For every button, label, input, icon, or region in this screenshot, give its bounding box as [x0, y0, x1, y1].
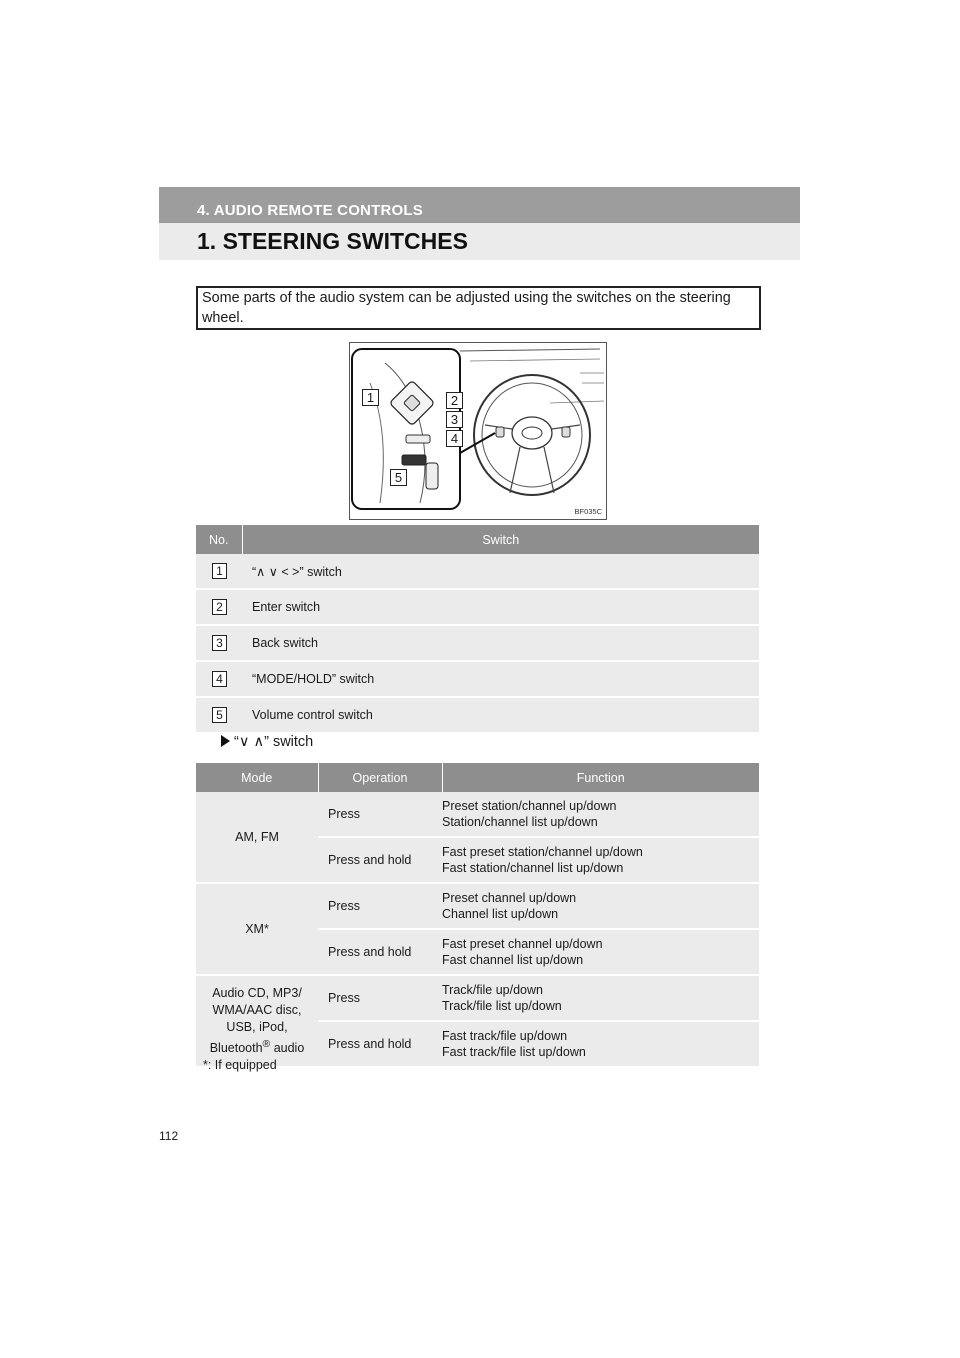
table-row — [196, 625, 759, 661]
switch-name: “∧ ∨ < >” switch — [242, 554, 759, 589]
operation-cell: Press and hold — [318, 1021, 442, 1067]
sub-heading — [221, 734, 313, 750]
switch-name: Volume control switch — [242, 697, 759, 733]
function-line: Channel list up/down — [442, 907, 559, 921]
operation-table-header — [196, 763, 759, 792]
mode-line: USB, iPod, — [226, 1019, 288, 1034]
function-cell — [442, 975, 759, 1021]
row-number: 1 — [212, 563, 227, 579]
function-cell — [442, 837, 759, 883]
mode-line: Bluetooth — [209, 1041, 263, 1056]
function-line: Track/file list up/down — [442, 999, 562, 1013]
function-cell — [442, 1021, 759, 1067]
page-number: 112 — [159, 1129, 179, 1143]
section-header-bar — [159, 187, 800, 223]
header-operation: Operation — [318, 763, 442, 792]
switch-table-header — [196, 525, 759, 554]
function-line: Fast preset channel up/down — [442, 937, 603, 951]
callout-5: 5 — [390, 469, 407, 486]
function-line: Fast track/file list up/down — [442, 1045, 586, 1059]
row-number: 3 — [212, 635, 227, 651]
function-cell — [442, 929, 759, 975]
header-switch: Switch — [242, 525, 759, 554]
registered-mark: ® — [262, 1038, 271, 1050]
operation-cell: Press — [318, 792, 442, 837]
section-title: 4. AUDIO REMOTE CONTROLS — [197, 202, 423, 219]
header-no: No. — [196, 525, 242, 554]
callout-2: 2 — [446, 392, 463, 409]
table-row — [196, 589, 759, 625]
table-row — [196, 792, 759, 837]
switch-table — [196, 525, 759, 734]
function-line: Preset station/channel up/down — [442, 799, 617, 813]
steering-wheel-drawing — [350, 343, 606, 519]
mode-line: Audio CD, MP3/ — [212, 985, 302, 1000]
function-line: Fast channel list up/down — [442, 953, 584, 967]
switch-name: Enter switch — [242, 589, 759, 625]
function-line: Station/channel list up/down — [442, 815, 598, 829]
operation-cell: Press — [318, 883, 442, 929]
mode-line: WMA/AAC disc, — [212, 1002, 302, 1017]
function-cell — [442, 883, 759, 929]
operation-cell: Press and hold — [318, 837, 442, 883]
table-row — [196, 661, 759, 697]
table-row — [196, 554, 759, 589]
steering-wheel-illustration — [349, 342, 607, 520]
function-line: Track/file up/down — [442, 983, 543, 997]
callout-4: 4 — [446, 430, 463, 447]
mode-cell: AM, FM — [196, 792, 318, 883]
row-number: 2 — [212, 599, 227, 615]
mode-line: audio — [270, 1041, 305, 1056]
callout-3: 3 — [446, 411, 463, 428]
mode-cell: XM* — [196, 883, 318, 975]
function-cell — [442, 792, 759, 837]
callout-1: 1 — [362, 389, 379, 406]
function-line: Fast preset station/channel up/down — [442, 845, 643, 859]
operation-cell: Press and hold — [318, 929, 442, 975]
footnote: *: If equipped — [203, 1058, 277, 1072]
table-row — [196, 697, 759, 733]
function-line: Fast station/channel list up/down — [442, 861, 624, 875]
switch-name: “MODE/HOLD” switch — [242, 661, 759, 697]
intro-box — [196, 286, 761, 330]
operation-cell: Press — [318, 975, 442, 1021]
header-function: Function — [442, 763, 759, 792]
page-title: 1. STEERING SWITCHES — [197, 228, 468, 254]
mode-cell — [196, 975, 318, 1067]
function-line: Preset channel up/down — [442, 891, 577, 905]
triangle-bullet-icon — [221, 735, 230, 747]
sub-heading-text: “∨ ∧” switch — [234, 734, 314, 750]
switch-name: Back switch — [242, 625, 759, 661]
intro-text: Some parts of the audio system can be adjusted using the switches on the steering wheel. — [202, 290, 731, 326]
table-row — [196, 883, 759, 929]
page-title-bar — [159, 223, 800, 260]
row-number: 4 — [212, 671, 227, 687]
table-row — [196, 975, 759, 1021]
figure-code: BF035C — [574, 507, 602, 516]
operation-table — [196, 763, 759, 1068]
header-mode: Mode — [196, 763, 318, 792]
row-number: 5 — [212, 707, 227, 723]
function-line: Fast track/file up/down — [442, 1029, 568, 1043]
